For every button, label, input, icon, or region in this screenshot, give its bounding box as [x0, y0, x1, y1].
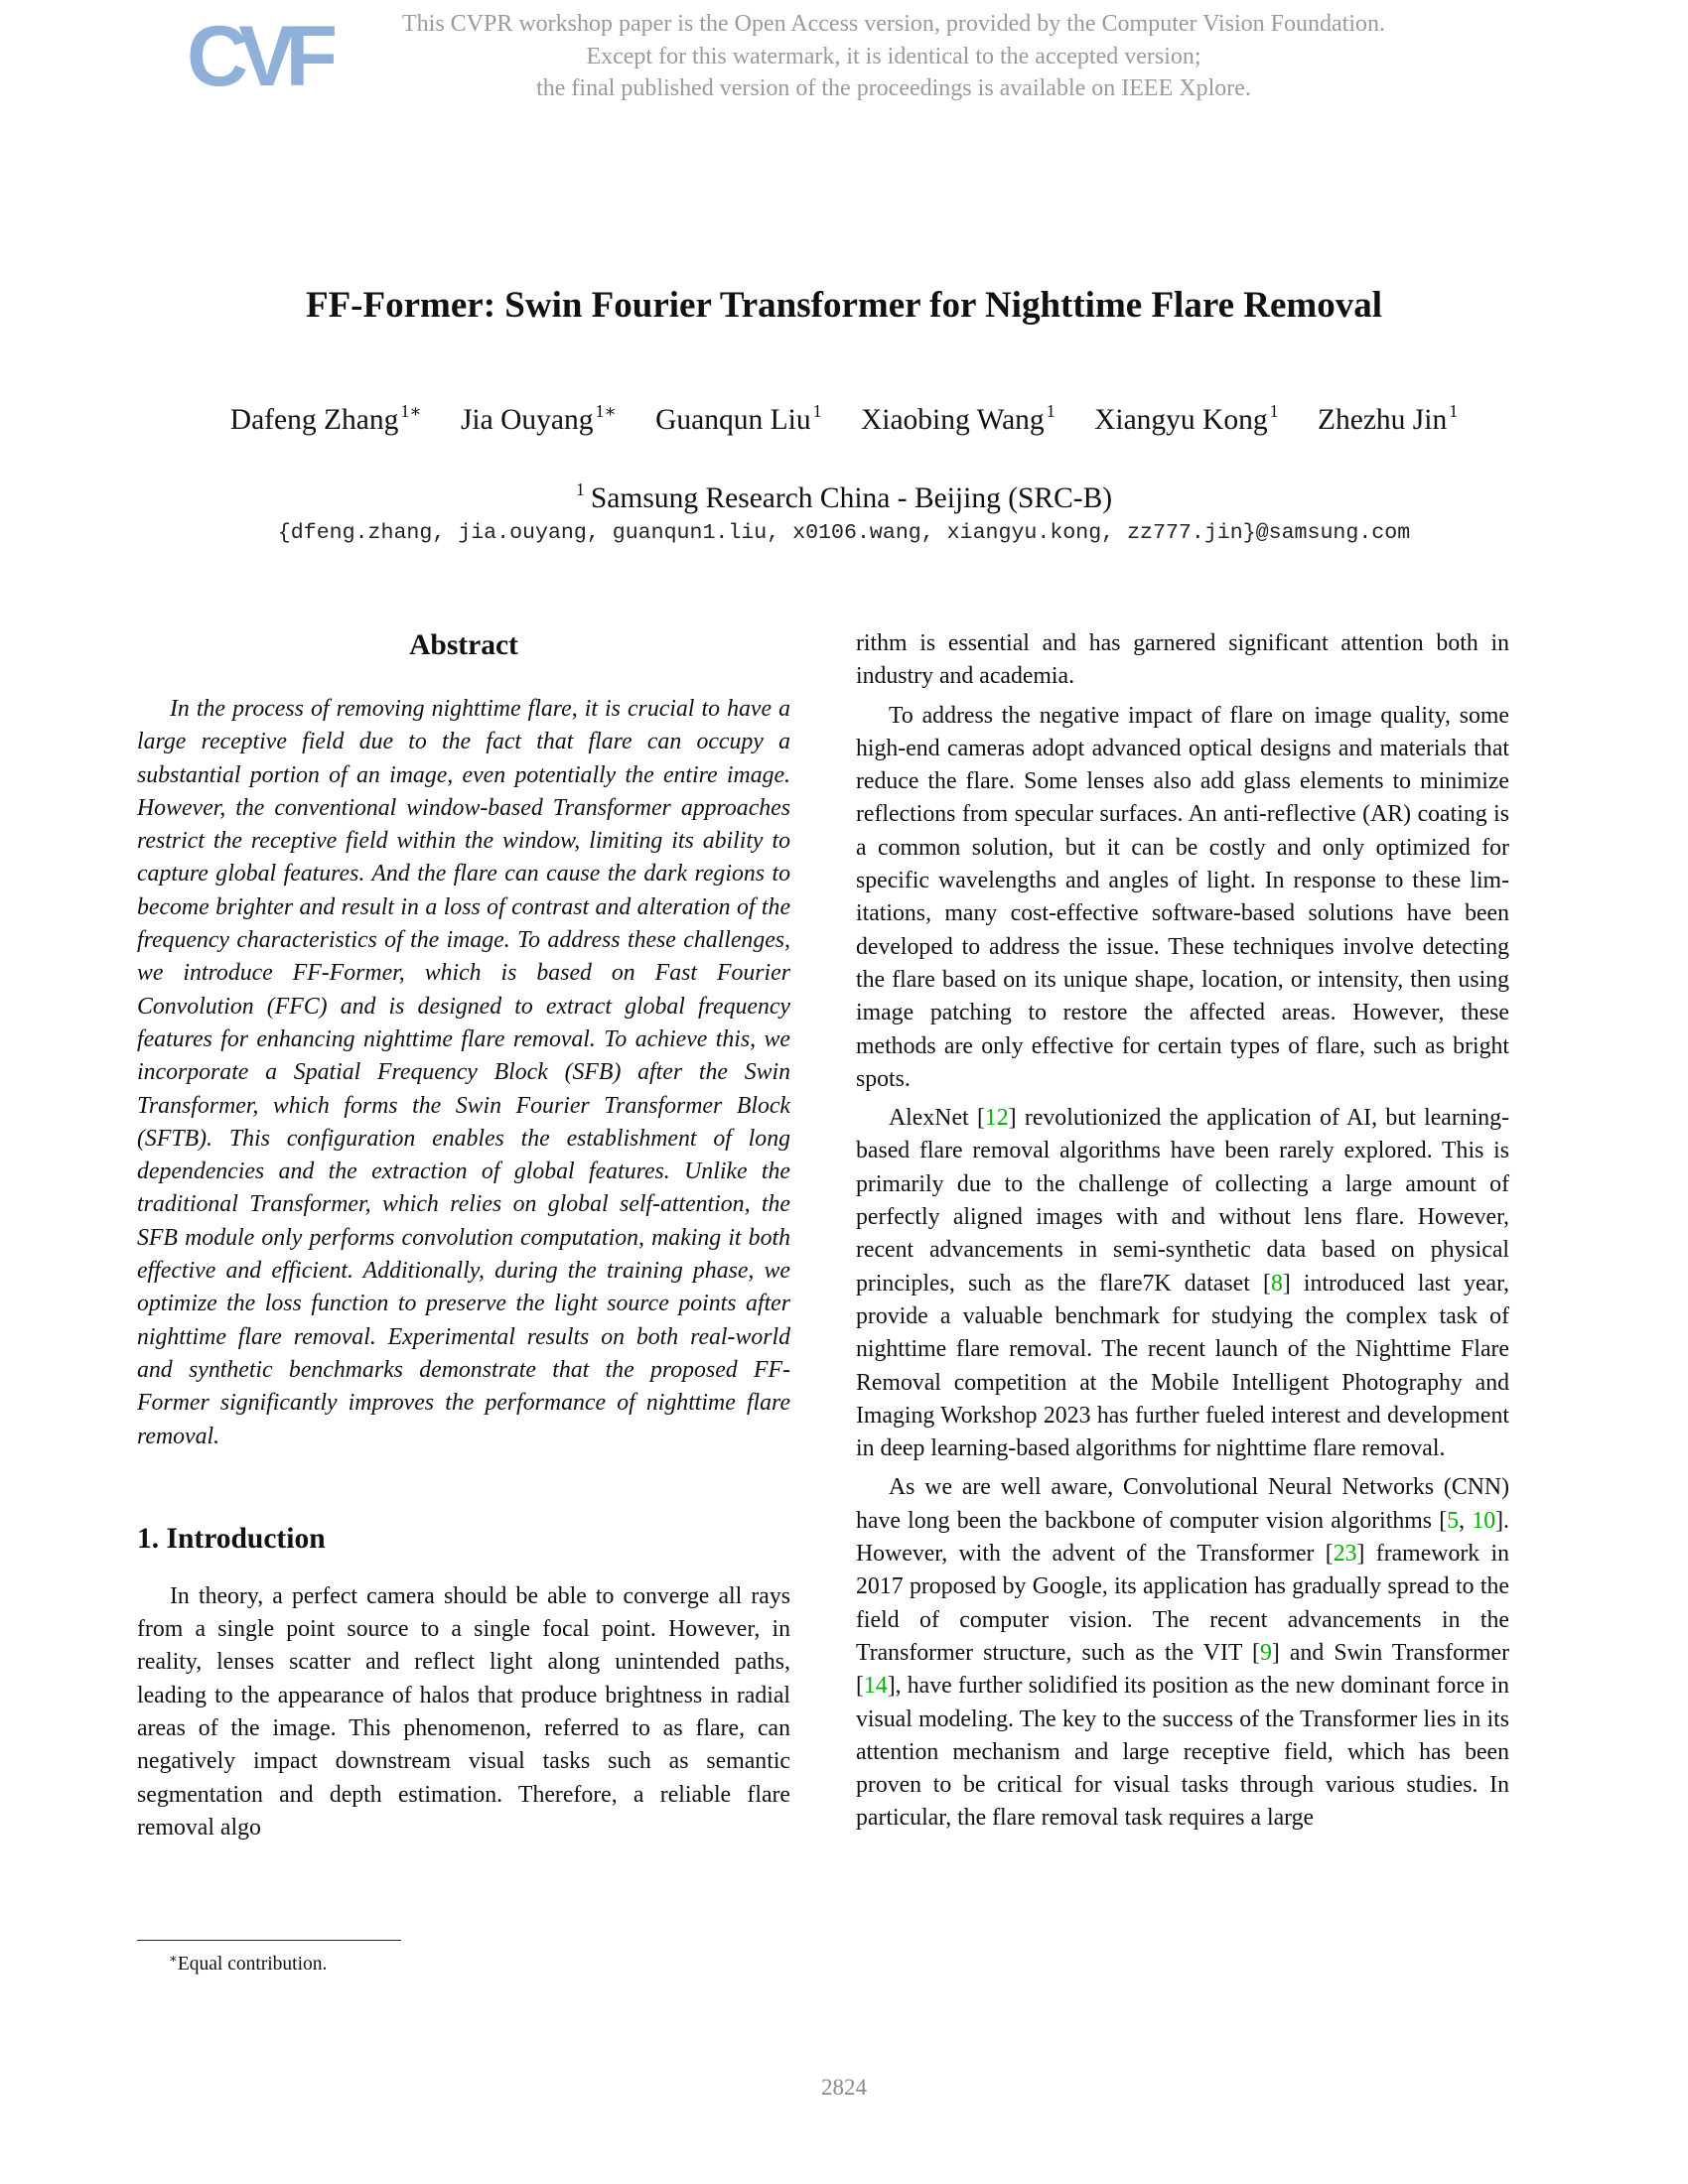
author-mark: 1 [1046, 401, 1055, 421]
author-mark: 1∗ [595, 401, 617, 421]
text-run: AlexNet [ [889, 1105, 985, 1132]
text-run: ]. However, with the advent of the Transformer [ [856, 1507, 1509, 1568]
author-emails: {dfeng.zhang, jia.ouyang, guanqun1.liu, x0106.wang, xiangyu.kong, zz777.jin}@samsung.com [277, 521, 1411, 545]
author [655, 393, 822, 438]
intro-paragraph-3 [856, 1102, 1509, 1465]
author [1094, 393, 1279, 438]
citation-link[interactable]: 10 [1472, 1507, 1496, 1534]
author [1318, 393, 1458, 438]
watermark-line: This CVPR workshop paper is the Open Access version, provided by the Computer Vision Foundation. [401, 11, 1386, 37]
watermark-line: Except for this watermark, it is identical to the accepted version; [586, 43, 1201, 69]
footnote-text: Equal contribution. [177, 1954, 328, 1975]
author-name: Xiangyu Kong [1094, 404, 1268, 436]
page-number: 2824 [821, 2075, 867, 2100]
watermark-line: the final published version of the proceedings is available on IEEE Xplore. [536, 75, 1251, 101]
author [230, 393, 422, 438]
intro-paragraph-1-continued: rithm is essential and has garnered significant attention both in industry and academia. [856, 630, 1509, 690]
affiliation-text: Samsung Research China - Beijing (SRC-B) [590, 482, 1113, 514]
text-run: As we are well aware, Convolutional Neural Networks (CNN) have long been the backbone of computer vision algorithms [ [856, 1474, 1509, 1534]
left-column [137, 627, 790, 1850]
text-run: , [1459, 1507, 1473, 1534]
affiliation [0, 472, 1688, 516]
author-mark: 1 [1449, 401, 1459, 421]
citation-link[interactable]: 5 [1447, 1507, 1460, 1534]
text-run: ] revolutionized the application of AI, but learning-based flare removal algorithms have been rarely explored. This is primarily due to the challenge of collecting a large amount of perfectly aligned images with and without lens flare. However, recent advancements in semi-synthetic data based on physical principles, such as the flare7K dataset [ [856, 1105, 1509, 1297]
watermark-text [338, 8, 1450, 105]
footnote [169, 1946, 327, 1978]
intro-paragraph-1: In theory, a perfect camera should be able to converge all rays from a single point source to a single focal point. However, in reality, lenses scatter and reflect light along unintended paths, leading to the appearance of halos that produce brightness in radial areas of the image. This phenomenon, referred to as flare, can negatively impact downstream visual tasks such as semantic segmentation and depth estimation. Therefore, a reliable flare removal algo [137, 1582, 790, 1841]
author-mark: 1 [812, 401, 822, 421]
cvf-logo-icon [185, 9, 328, 104]
author [461, 393, 617, 438]
footnote-rule [137, 1940, 401, 1941]
author [861, 393, 1055, 438]
cvf-logo-text: CVF [187, 9, 328, 104]
abstract-heading: Abstract [409, 629, 518, 661]
text-run: ] introduced last year, provide a valuable benchmark for studying the complex task of nighttime flare removal. The recent launch of the Nighttime Flare Removal competition at the Mobile Intelligent Photography and Imaging Workshop 2023 has further fueled interest and development in deep learning-based algorithms for nighttime flare removal. [856, 1270, 1510, 1462]
right-column [856, 627, 1509, 1842]
author-mark: 1 [1269, 401, 1279, 421]
footnote-mark: ∗ [169, 1951, 178, 1966]
paper-title: FF-Former: Swin Fourier Transformer for Nighttime Flare Removal [305, 285, 1383, 326]
text-run: ], have further solidified its position as the new dominant force in visual modeling. The key to the success of the Transformer lies in its attention mechanism and large receptive field, which has been proven to be critical for visual tasks through various studies. In particular, the flare removal task requires a large [856, 1673, 1509, 1832]
citation-link[interactable]: 14 [863, 1673, 888, 1700]
author-name: Dafeng Zhang [229, 404, 399, 436]
citation-link[interactable]: 9 [1259, 1639, 1272, 1666]
author-mark: 1∗ [400, 401, 422, 421]
section-heading-introduction: 1. Introduction [137, 1522, 326, 1555]
intro-paragraph-2: To address the negative impact of flare on image quality, some high-end cameras adopt advanced optical designs and materials that reduce the flare. Some lenses also add glass elements to minimize reflections from specular surfaces. An anti-reflective (AR) coating is a common solution, but it can be costly and only optimized for specific wavelengths and angles of light. In response to these limitations, many cost-effective software-based solutions have been developed to address the issue. These techniques involve detecting the flare based on its unique shape, location, or intensity, then using image patching to restore the affected areas. However, these methods are only effective for certain types of flare, such as bright spots. [856, 702, 1509, 1092]
author-list [0, 393, 1688, 438]
author-name: Guanqun Liu [655, 404, 811, 436]
author-name: Jia Ouyang [460, 404, 594, 436]
author-name: Xiaobing Wang [860, 404, 1045, 436]
affiliation-mark: 1 [575, 479, 585, 499]
intro-paragraph-4 [856, 1471, 1509, 1835]
text-run: ] and Swin Transformer [ [856, 1639, 1509, 1700]
text-run: ] framework in 2017 proposed by Google, its application has gradually spread to the field of computer vision. The recent advancements in the Transformer structure, such as the VIT [ [856, 1541, 1509, 1666]
author-name: Zhezhu Jin [1317, 404, 1448, 436]
citation-link[interactable]: 8 [1270, 1270, 1283, 1297]
citation-link[interactable]: 23 [1333, 1541, 1357, 1568]
citation-link[interactable]: 12 [984, 1105, 1009, 1132]
abstract-text: In the process of removing nighttime flare, it is crucial to have a large receptive field due to the fact that flare can occupy a substantial portion of an image, even potentially the entire image. However, the conventional window-based Transformer approaches restrict the receptive field within the window, limiting its ability to capture global features. And the flare can cause the dark regions to become brighter and result in a loss of contrast and alteration of the frequency characteristics of the image. To address these challenges, we introduce FF-Former, which is based on Fast Fourier Convolution (FFC) and is designed to extract global frequency features for enhancing nighttime flare removal. To achieve this, we incorporate a Spatial Frequency Block (SFB) after the Swin Transformer, which forms the Swin Fourier Transformer Block (SFTB). This configuration enables the establishment of long dependencies and the extraction of global features. Unlike the traditional Transformer, which relies on global self-attention, the SFB module only performs convolution computation, making it both effective and efficient. Additionally, during the training phase, we optimize the loss function to preserve the light source points after nighttime flare removal. Experimental results on both real-world and synthetic benchmarks demonstrate that the proposed FF-Former significantly improves the performance of nighttime flare removal. [137, 696, 790, 1449]
